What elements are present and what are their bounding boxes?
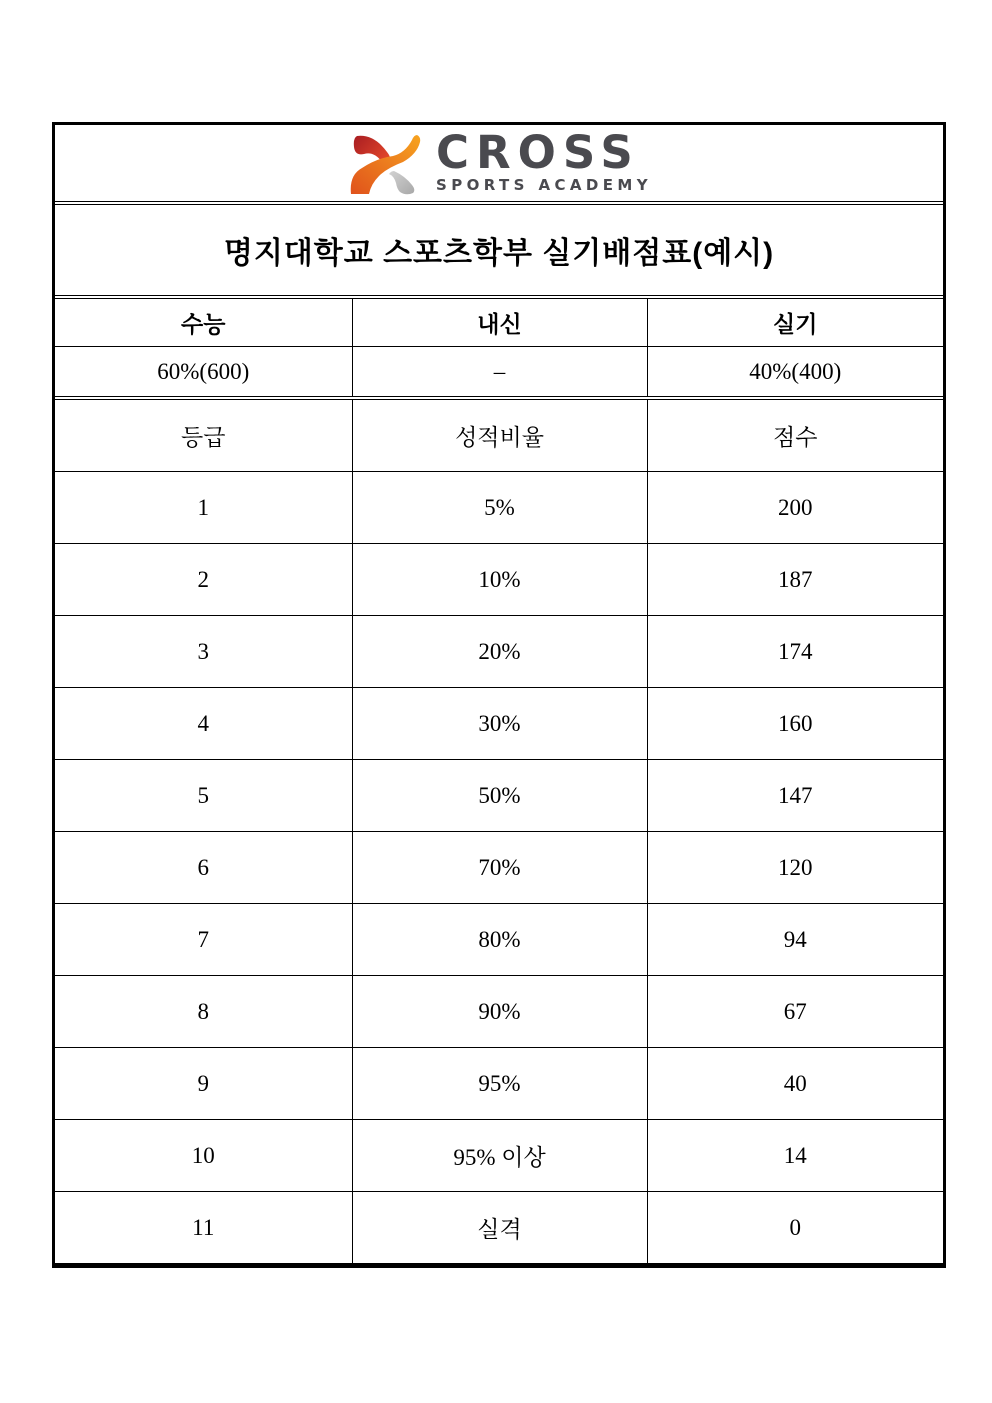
weight-value-cell: 60%(600) <box>55 347 352 399</box>
grade-data-cell: 50% <box>352 760 647 832</box>
grade-data-row <box>55 616 943 688</box>
grade-data-row <box>55 760 943 832</box>
weight-value-row <box>55 347 943 399</box>
grade-data-cell: 94 <box>647 904 943 976</box>
grade-data-cell: 174 <box>647 616 943 688</box>
weight-value-cell: – <box>352 347 647 399</box>
grade-data-cell: 120 <box>647 832 943 904</box>
grade-data-row <box>55 976 943 1048</box>
grade-data-cell: 4 <box>55 688 352 760</box>
grade-data-cell: 9 <box>55 1048 352 1120</box>
grade-data-cell: 90% <box>352 976 647 1048</box>
grade-data-cell: 30% <box>352 688 647 760</box>
grade-data-cell: 3 <box>55 616 352 688</box>
grade-data-cell: 11 <box>192 1214 215 1240</box>
grade-data-cell: 95% 이상 <box>352 1120 647 1192</box>
grade-data-row <box>55 1120 943 1192</box>
weight-value-cell: 40%(400) <box>647 347 943 399</box>
page-title: 명지대학교 스포츠학부 실기배점표(예시) <box>223 237 775 270</box>
grade-data-cell: 40 <box>647 1048 943 1120</box>
grade-data-row <box>55 472 943 544</box>
grade-data-row <box>55 688 943 760</box>
grade-data-cell: 200 <box>647 472 943 544</box>
grade-data-cell: 80% <box>352 904 647 976</box>
cross-x-icon <box>346 130 426 196</box>
logo-brand-text: CROSS <box>436 125 640 179</box>
grade-data-row <box>55 1048 943 1120</box>
grade-header-row <box>55 398 943 472</box>
grade-data-cell: 67 <box>647 976 943 1048</box>
scoring-table <box>55 299 943 1263</box>
grade-data-cell: 6 <box>55 832 352 904</box>
weight-column-header: 내신 <box>352 299 647 347</box>
grade-data-cell: 5 <box>55 760 352 832</box>
grade-data-cell: 10% <box>352 544 647 616</box>
logo-gray-swoosh <box>389 171 414 194</box>
grade-data-cell: 실격 <box>352 1192 647 1264</box>
grade-data-cell: 95% <box>352 1048 647 1120</box>
grade-data-cell: 0 <box>647 1192 943 1264</box>
grade-column-header: 점수 <box>647 398 943 472</box>
grade-data-cell: 14 <box>647 1120 943 1192</box>
grade-data-cell: 8 <box>55 976 352 1048</box>
cross-sports-academy-logo <box>346 125 652 196</box>
score-sheet <box>52 122 946 1268</box>
grade-data-cell: 147 <box>647 760 943 832</box>
grade-data-row <box>55 904 943 976</box>
grade-data-row <box>55 1192 943 1264</box>
grade-data-row <box>55 544 943 616</box>
grade-data-cell: 10 <box>55 1120 352 1192</box>
grade-data-cell: 160 <box>647 688 943 760</box>
logo-subtitle-text: SPORTS ACADEMY <box>436 176 652 195</box>
logo-text-block <box>436 125 652 195</box>
weight-header-row <box>55 299 943 347</box>
weight-column-header: 수능 <box>55 299 352 347</box>
title-row <box>55 205 943 299</box>
grade-data-cell: 5% <box>352 472 647 544</box>
grade-data-cell: 20% <box>352 616 647 688</box>
grade-data-row <box>55 832 943 904</box>
logo-header-row <box>55 125 943 205</box>
grade-column-header: 성적비율 <box>352 398 647 472</box>
grade-data-cell: 7 <box>55 904 352 976</box>
grade-data-cell: 1 <box>55 472 352 544</box>
grade-data-cell: 70% <box>352 832 647 904</box>
weight-column-header: 실기 <box>647 299 943 347</box>
grade-data-cell: 187 <box>647 544 943 616</box>
grade-column-header: 등급 <box>55 398 352 472</box>
grade-data-cell: 2 <box>55 544 352 616</box>
